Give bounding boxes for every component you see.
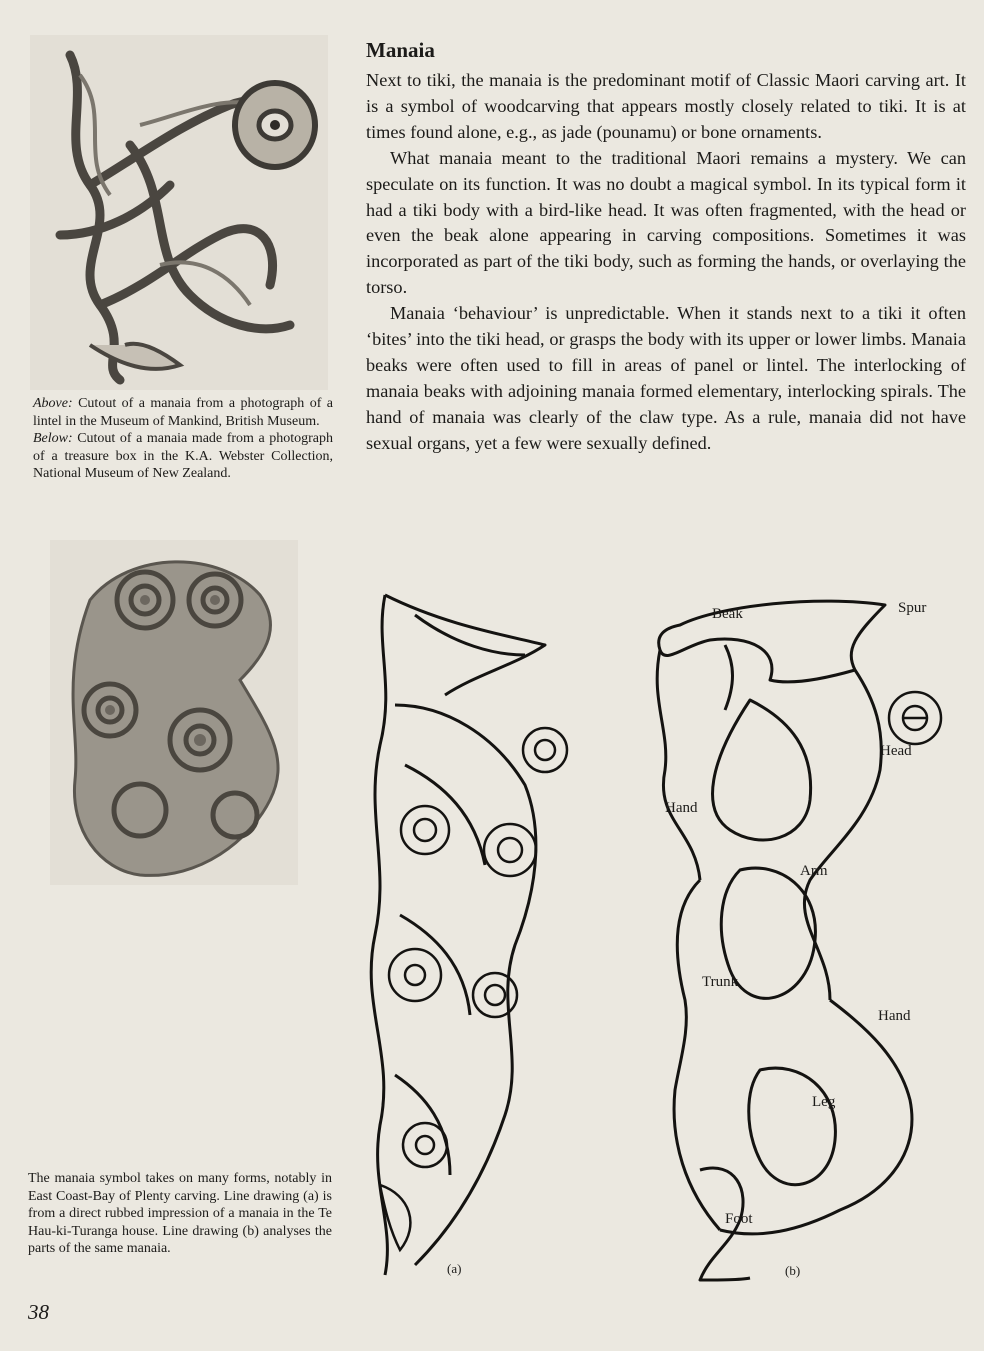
paragraph: Manaia ‘behaviour’ is unpredictable. When it stands next to a tiki it often ‘bites’ into the tiki head, or grasps the body with its upper or lower limbs. Manaia beaks were often used to fill in areas of panel or lintel. The interlocking of manaia beaks with adjoining manaia formed elementary, interlocking spirals. The hand of manaia was clearly of the claw type. As a rule, manaia did not have sexual organs, yet a few were sexually defined. <box>366 303 966 453</box>
caption-above-text: Cutout of a manaia from a photograph of a lintel in the Museum of Mankind, British Museum. <box>33 396 333 429</box>
article-title: Manaia <box>366 38 435 62</box>
page-number: 38 <box>28 1300 49 1324</box>
part-label-foot: Foot <box>725 1211 753 1227</box>
part-label-head: Head <box>880 743 912 759</box>
caption-below-label: Below: <box>33 431 73 446</box>
part-label-arm: Arm <box>800 863 828 879</box>
part-label-hand-lower: Hand <box>878 1008 911 1024</box>
caption-above-label: Above: <box>33 396 73 411</box>
part-label-leg: Leg <box>812 1094 836 1110</box>
caption-below-text: Cutout of a manaia made from a photograph of a treasure box in the K.A. Webster Collection, National Museum of New Zealand. <box>33 431 333 481</box>
paragraph: Next to tiki, the manaia is the predominant motif of Classic Maori carving art. It is a symbol of woodcarving that appears mostly closely related to tiki. It is at times found alone, e.g., as jade (pounamu) or bone ornaments. <box>366 70 966 142</box>
line-drawing-b <box>640 590 960 1290</box>
article-body <box>366 68 966 457</box>
part-label-trunk: Trunk <box>702 974 739 990</box>
figure-caption: The manaia symbol takes on many forms, notably in East Coast-Bay of Plenty carving. Line drawing (a) is from a direct rubbed impression of a manaia in the Te Hau-ki-Turanga house. Line drawing (b) analyses the parts of the same manaia. <box>28 1171 332 1256</box>
part-label-hand-upper: Hand <box>665 800 698 816</box>
paragraph: What manaia meant to the traditional Maori remains a mystery. We can speculate on its function. It was no doubt a magical symbol. In its typical form it had a tiki body with a bird-like head. It was often fragmented, with the head or even the beak alone appearing in carving compositions. Sometimes it was incorporated as part of the tiki body, such as forming the hands, or overlaying the torso. <box>366 147 966 298</box>
photo-captions <box>33 395 333 483</box>
manaia-treasure-box-photo <box>50 540 298 885</box>
drawing-a-label: (a) <box>447 1261 462 1276</box>
part-label-spur: Spur <box>898 600 927 616</box>
drawing-b-label: (b) <box>785 1263 801 1278</box>
manaia-lintel-photo <box>30 35 328 390</box>
line-drawing-a <box>355 585 575 1285</box>
part-label-beak: Beak <box>712 606 743 622</box>
